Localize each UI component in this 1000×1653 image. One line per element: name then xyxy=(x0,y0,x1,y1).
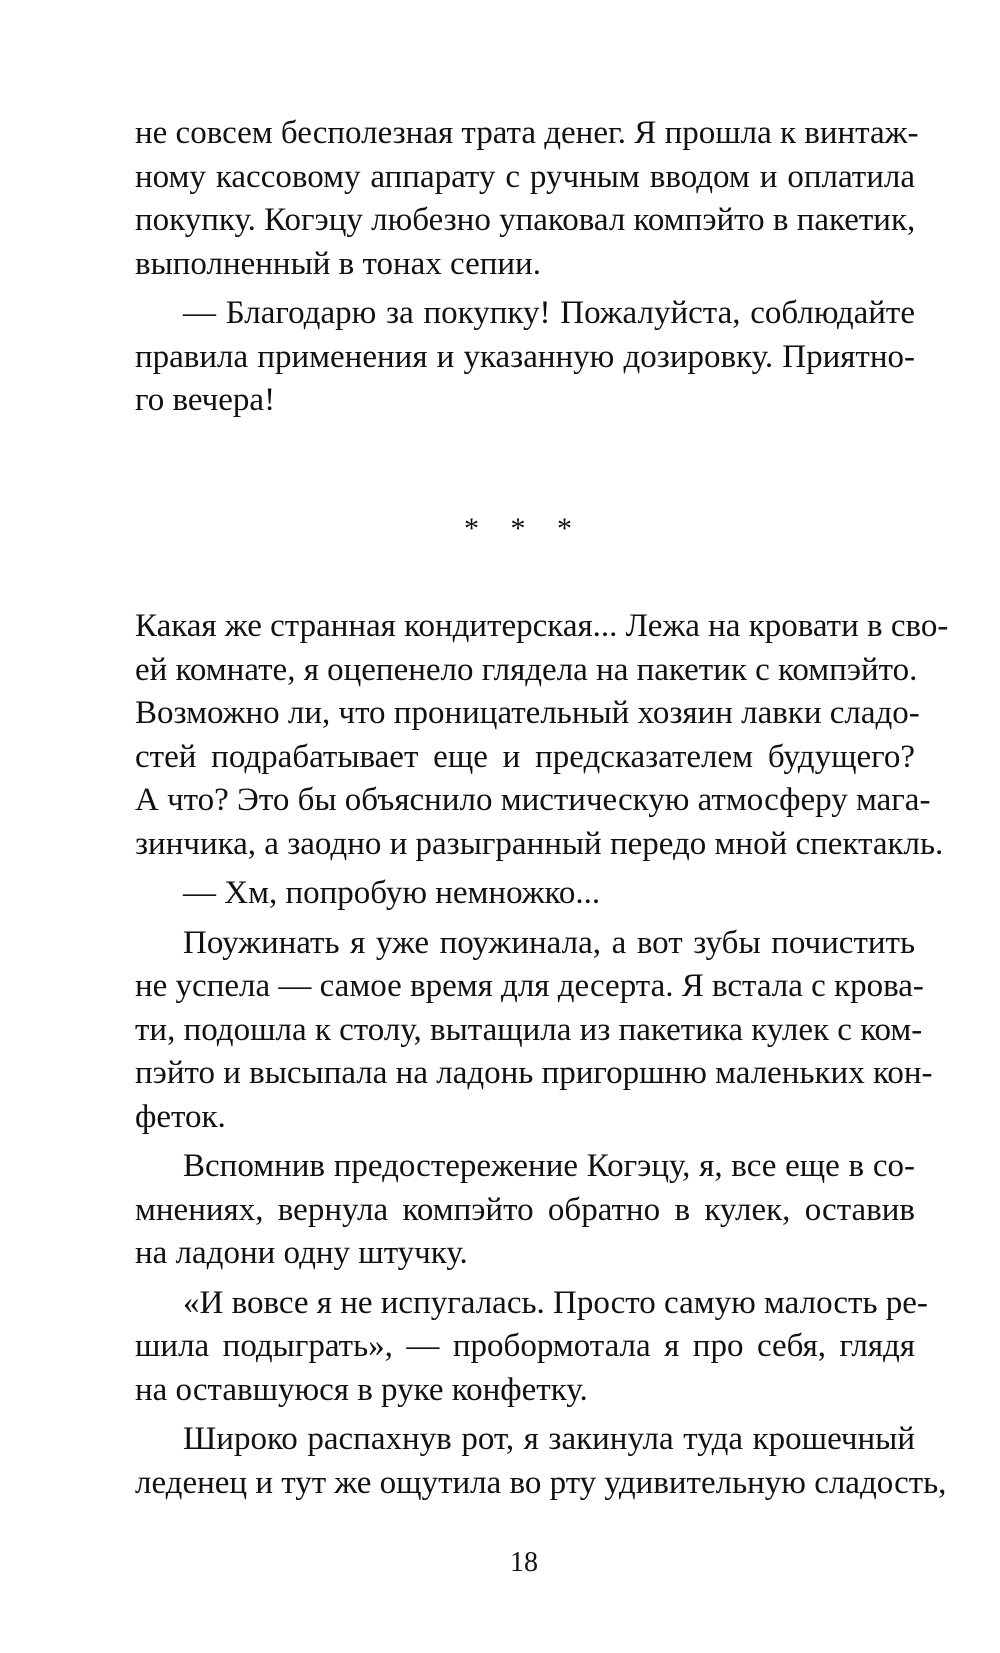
top-text-block xyxy=(135,112,919,423)
text-line: Какая же странная кондитерская... Лежа на кровати в сво- xyxy=(135,608,949,644)
text-line: на ладони одну штучку. xyxy=(135,1235,468,1271)
paragraph xyxy=(135,112,919,286)
text-line: Вспомнив предостережение Когэцу, я, все еще в со- xyxy=(183,1148,915,1184)
paragraph xyxy=(135,1282,928,1413)
text-line: не совсем бесполезная трата денег. Я прошла к винтаж- xyxy=(135,115,919,151)
text-line: правила применения и указанную дозировку. Приятно- xyxy=(135,338,915,375)
text-line: — Благодарю за покупку! Пожалуйста, соблюдайте xyxy=(183,295,915,331)
scene-break: * * * xyxy=(464,512,584,545)
text-line: ному кассовому аппарату с ручным вводом и оплатила xyxy=(135,158,915,195)
text-line: леденец и тут же ощутила во рту удивительную сладость, xyxy=(135,1464,947,1501)
page-number: 18 xyxy=(510,1547,538,1578)
paragraph xyxy=(135,922,933,1140)
text-line: покупку. Когэцу любезно упаковал компэйто в пакетик, xyxy=(135,202,916,238)
paragraph xyxy=(135,292,915,423)
text-line: А что? Это бы объяснило мистическую атмосферу мага- xyxy=(135,782,931,818)
text-line: мнениях, вернула компэйто обратно в кулек, оставив xyxy=(135,1191,915,1228)
text-line: на оставшуюся в руке конфетку. xyxy=(135,1371,588,1408)
paragraph xyxy=(135,1418,947,1505)
paragraph xyxy=(135,605,949,866)
text-line: Широко распахнув рот, я закинула туда крошечный xyxy=(183,1421,915,1457)
text-line: шила подыграть», — пробормотала я про себя, глядя xyxy=(135,1328,915,1364)
text-line: феток. xyxy=(135,1098,226,1135)
text-line: «И вовсе я не испугалась. Просто самую малость ре- xyxy=(183,1284,928,1321)
paragraph xyxy=(135,1145,915,1276)
text-line: Поужинать я уже поужинала, а вот зубы почистить xyxy=(183,924,915,961)
text-line: пэйто и высыпала на ладонь пригоршню маленьких кон- xyxy=(135,1055,933,1091)
text-line: Возможно ли, что проницательный хозяин лавки сладо- xyxy=(135,695,920,731)
text-line: зинчика, а заодно и разыгранный передо мной спектакль. xyxy=(135,825,944,862)
text-line: выполненный в тонах сепии. xyxy=(135,245,541,282)
text-line: — Хм, попробую немножко... xyxy=(183,875,601,911)
paragraph xyxy=(135,872,915,916)
text-line: ти, подошла к столу, вытащила из пакетика кулек с ком- xyxy=(135,1011,923,1048)
text-line: ей комнате, я оцепенело глядела на пакетик с компэйто. xyxy=(135,651,918,688)
text-line: не успела — самое время для десерта. Я встала с крова- xyxy=(135,968,924,1004)
text-line: стей подрабатывает еще и предсказателем будущего? xyxy=(135,738,915,775)
text-line: го вечера! xyxy=(135,382,276,418)
main-text-block xyxy=(135,605,949,1505)
